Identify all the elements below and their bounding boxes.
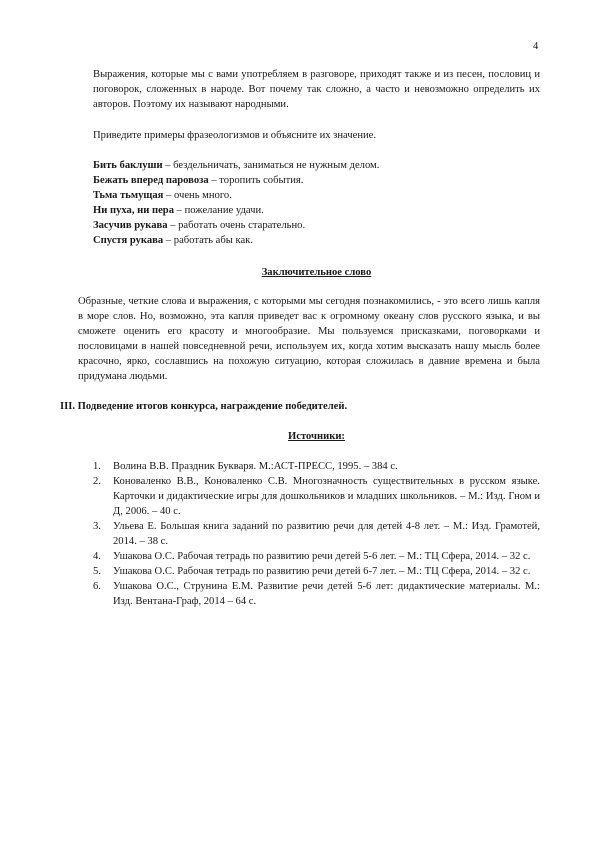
source-number: 4. bbox=[93, 551, 101, 562]
idiom-meaning: – торопить события. bbox=[208, 175, 304, 186]
source-number: 3. bbox=[93, 521, 101, 532]
section-three-heading: III. Подведение итогов конкурса, награждение победителей. bbox=[60, 401, 348, 412]
source-number: 6. bbox=[93, 581, 101, 592]
idiom-phrase: Бить баклуши bbox=[93, 160, 163, 171]
idiom-phrase: Спустя рукава bbox=[93, 235, 164, 246]
source-item bbox=[93, 459, 540, 474]
source-number: 1. bbox=[93, 461, 101, 472]
final-paragraph: Образные, четкие слова и выражения, с которыми мы сегодня познакомились, - это всего лишь капля в море слов. Но, возможно, эта капля приведет вас к огромному океану слов русского языка, и вы сможете оценить его красоту и многообразие. Мы пользуемся присказками, поговорками и пословицами в нашей повседневной речи, используем их, когда хотим высказать нашу мысль более красочно, ярко, сославшись на похожую ситуацию, которая сложилась в давние времена и была придумана людьми. bbox=[78, 296, 540, 382]
source-item bbox=[93, 519, 540, 549]
intro-paragraph: Выражения, которые мы с вами употребляем в разговоре, приходят также и из песен, пословиц и поговорок, сложенных в народе. Вот почему так сложно, а часто и невозможно определить их авторов. Поэтому их называют народными. bbox=[93, 69, 540, 110]
source-text: Ушакова О.С. Рабочая тетрадь по развитию речи детей 6-7 лет. – М.: ТЦ Сфера, 2014. – 32 с. bbox=[113, 566, 531, 577]
source-text: Ушакова О.С., Струнина Е.М. Развитие речи детей 5-6 лет: дидактические материалы. М.: Изд. Вентана-Граф, 2014 – 64 с. bbox=[113, 581, 540, 607]
idiom-meaning: – очень много. bbox=[163, 190, 232, 201]
source-item bbox=[93, 474, 540, 519]
idiom-item bbox=[93, 158, 540, 173]
idiom-phrase: Тьма тьмущая bbox=[93, 190, 164, 201]
idiom-item bbox=[93, 188, 540, 203]
final-heading: Заключительное слово bbox=[261, 267, 372, 278]
source-number: 2. bbox=[93, 476, 101, 487]
idiom-item bbox=[93, 173, 540, 188]
idiom-list bbox=[93, 158, 540, 248]
page-number: 4 bbox=[533, 41, 539, 52]
source-item bbox=[93, 579, 540, 609]
idiom-item bbox=[93, 218, 540, 233]
source-number: 5. bbox=[93, 566, 101, 577]
idiom-item bbox=[93, 203, 540, 218]
idiom-phrase: Ни пуха, ни пера bbox=[93, 205, 174, 216]
source-text: Коноваленко В.В., Коноваленко С.В. Многозначность существительных в русском языке. Карточки и дидактические игры для дошкольников и младших школьников. – М.: Изд. Гном и Д, 2006. – 40 с. bbox=[113, 476, 540, 517]
source-text: Ульева Е. Большая книга заданий по развитию речи для детей 4-8 лет. – М.: Изд. Грамотей, 2014. – 38 с. bbox=[113, 521, 540, 547]
document-body bbox=[60, 67, 540, 609]
idiom-meaning: – бездельничать, заниматься не нужным делом. bbox=[162, 160, 380, 171]
source-item bbox=[93, 549, 540, 564]
task-prompt: Приведите примеры фразеологизмов и объясните их значение. bbox=[93, 130, 377, 141]
idiom-meaning: – работать очень старательно. bbox=[167, 220, 306, 231]
idiom-meaning: – пожелание удачи. bbox=[174, 205, 264, 216]
idiom-item bbox=[93, 233, 540, 248]
idiom-meaning: – работать абы как. bbox=[163, 235, 253, 246]
source-text: Ушакова О.С. Рабочая тетрадь по развитию речи детей 5-6 лет. – М.: ТЦ Сфера, 2014. – 32 с. bbox=[113, 551, 531, 562]
sources-list bbox=[93, 459, 540, 609]
source-text: Волина В.В. Праздник Букваря. М.:АСТ-ПРЕСС, 1995. – 384 с. bbox=[113, 461, 398, 472]
sources-heading: Источники: bbox=[288, 431, 345, 442]
idiom-phrase: Засучив рукава bbox=[93, 220, 168, 231]
source-item bbox=[93, 564, 540, 579]
idiom-phrase: Бежать вперед паровоза bbox=[93, 175, 209, 186]
